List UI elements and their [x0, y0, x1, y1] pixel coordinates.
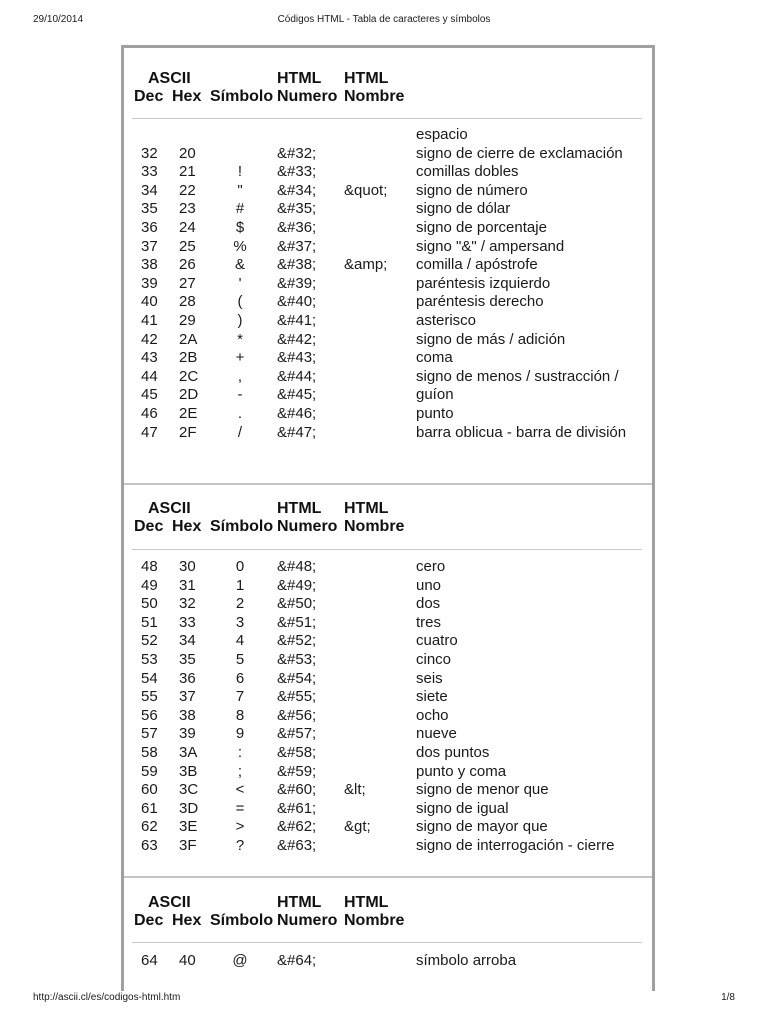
cell-desc: paréntesis izquierdo: [416, 274, 551, 292]
cell-desc: signo "&" / ampersand: [416, 237, 565, 255]
header-numero: Numero: [277, 518, 338, 535]
cell-html-number: &#41;: [277, 311, 317, 329]
cell-html-number: &#37;: [277, 237, 317, 255]
header-ascii: ASCII: [148, 500, 191, 517]
cell-dec: 48: [141, 558, 158, 575]
cell-desc: asterisco: [416, 311, 477, 329]
cell-symbol: ?: [235, 836, 245, 854]
cell-desc: coma: [416, 349, 453, 367]
cell-symbol: :: [237, 743, 243, 761]
cell-desc: cinco: [416, 650, 452, 668]
cell-desc: signo de dólar: [416, 200, 511, 218]
cell-desc: cero: [416, 558, 446, 575]
cell-desc: paréntesis derecho: [416, 293, 544, 311]
table-rows-1: [124, 126, 652, 461]
cell-dec: 45: [141, 386, 158, 404]
cell-html-number: &#35;: [277, 200, 317, 218]
cell-dec: 62: [141, 818, 158, 836]
header-dec: Dec: [134, 88, 164, 105]
table-row: [124, 256, 652, 275]
cell-dec: 59: [141, 762, 158, 780]
header-simbolo: Símbolo: [210, 912, 274, 929]
cell-html-number: &#55;: [277, 688, 317, 706]
header-dec: Dec: [134, 518, 164, 535]
cell-html-number: &#34;: [277, 181, 317, 199]
cell-dec: 40: [141, 293, 158, 311]
cell-dec: 50: [141, 595, 158, 613]
cell-html-number: &#38;: [277, 256, 317, 274]
header-hex: Hex: [172, 912, 202, 929]
table-row: [124, 424, 652, 461]
cell-html-number: &#52;: [277, 632, 317, 650]
cell-html-name: &lt;: [344, 781, 366, 799]
cell-symbol: %: [233, 237, 247, 255]
header-nombre: Nombre: [344, 88, 405, 105]
table-row: [124, 818, 652, 837]
cell-dec: 53: [141, 650, 158, 668]
cell-html-number: &#63;: [277, 836, 317, 854]
table-row: [124, 219, 652, 238]
cell-dec: 32: [141, 144, 158, 162]
cell-hex: 26: [179, 256, 196, 274]
cell-hex: 34: [179, 632, 196, 650]
cell-dec: 36: [141, 218, 158, 236]
cell-html-number: &#59;: [277, 762, 317, 780]
cell-desc: siete: [416, 688, 448, 706]
cell-html-number: &#42;: [277, 330, 317, 348]
cell-html-number: &#64;: [277, 952, 317, 969]
cell-dec: 43: [141, 349, 158, 367]
table-row: [124, 349, 652, 368]
cell-hex: 3A: [179, 743, 198, 761]
cell-hex: 3E: [179, 818, 198, 836]
cell-desc: uno: [416, 576, 442, 594]
table-row: [124, 182, 652, 201]
cell-symbol: (: [237, 293, 243, 311]
table-row: [124, 577, 652, 596]
cell-html-number: &#39;: [277, 274, 317, 292]
cell-html-number: &#60;: [277, 781, 317, 799]
cell-desc: dos: [416, 595, 441, 613]
table-row: [124, 670, 652, 689]
table-row: [124, 707, 652, 726]
table-row: [124, 558, 652, 577]
table-row: [124, 763, 652, 782]
table-row: [124, 163, 652, 182]
table-row: [124, 744, 652, 763]
table-row: [124, 725, 652, 744]
cell-dec: 56: [141, 706, 158, 724]
cell-html-name: &amp;: [344, 256, 388, 274]
cell-hex: 39: [179, 725, 196, 743]
cell-hex: 30: [179, 558, 196, 575]
section-divider-2: [124, 876, 652, 878]
cell-symbol: 3: [235, 613, 245, 631]
cell-dec: 41: [141, 311, 158, 329]
header-numero: Numero: [277, 88, 338, 105]
cell-desc: signo de menor que: [416, 781, 549, 799]
cell-hex: 36: [179, 669, 196, 687]
cell-desc: seis: [416, 669, 443, 687]
cell-desc: nueve: [416, 725, 457, 743]
cell-desc: comilla / apóstrofe: [416, 256, 538, 274]
cell-hex: 35: [179, 650, 196, 668]
cell-hex: 32: [179, 595, 196, 613]
table-row: [124, 781, 652, 800]
cell-desc: símbolo arroba: [416, 952, 517, 969]
cell-desc: signo de mayor que: [416, 818, 548, 836]
header-html-2: HTML: [344, 894, 389, 911]
cell-symbol: ': [238, 274, 242, 292]
cell-html-number: &#56;: [277, 706, 317, 724]
cell-dec: 34: [141, 181, 158, 199]
cell-desc: signo de número: [416, 181, 528, 199]
table-rows-3: [124, 952, 652, 971]
cell-html-name: &gt;: [344, 818, 371, 836]
table-row: [124, 331, 652, 350]
cell-hex: 3C: [179, 781, 199, 799]
cell-hex: 21: [179, 163, 196, 181]
content-frame: [121, 45, 655, 991]
cell-symbol: 6: [235, 669, 245, 687]
cell-dec: 38: [141, 256, 158, 274]
cell-hex: 2B: [179, 349, 198, 367]
cell-hex: 3B: [179, 762, 198, 780]
cell-html-number: &#50;: [277, 595, 317, 613]
header-numero: Numero: [277, 912, 338, 929]
cell-symbol: ;: [237, 762, 243, 780]
table-row: [124, 800, 652, 819]
cell-html-number: &#40;: [277, 293, 317, 311]
cell-hex: 33: [179, 613, 196, 631]
cell-desc: dos puntos: [416, 743, 490, 761]
cell-symbol: ": [237, 181, 243, 199]
table-row: [124, 688, 652, 707]
cell-symbol: !: [237, 163, 243, 181]
cell-symbol: 7: [235, 688, 245, 706]
cell-desc: guíon: [416, 386, 454, 404]
print-footer: [0, 992, 768, 1012]
table-row: [124, 238, 652, 257]
header-dec: Dec: [134, 912, 164, 929]
table-row: [124, 293, 652, 312]
table-row: [124, 595, 652, 614]
table-row: [124, 368, 652, 387]
header-nombre: Nombre: [344, 518, 405, 535]
cell-symbol: =: [235, 799, 245, 817]
cell-symbol: &: [234, 256, 245, 274]
cell-html-number: &#32;: [277, 144, 317, 162]
print-url: http://ascii.cl/es/codigos-html.htm: [33, 992, 181, 1003]
cell-html-number: &#43;: [277, 349, 317, 367]
cell-symbol: 9: [235, 725, 245, 743]
cell-hex: 24: [179, 218, 196, 236]
cell-symbol: 0: [235, 558, 245, 575]
cell-html-number: &#49;: [277, 576, 317, 594]
cell-dec: 37: [141, 237, 158, 255]
cell-html-name: &quot;: [344, 181, 388, 199]
cell-html-number: &#54;: [277, 669, 317, 687]
cell-hex: 3F: [179, 836, 197, 854]
cell-dec: 33: [141, 163, 158, 181]
cell-symbol: >: [235, 818, 245, 836]
cell-html-number: &#36;: [277, 218, 317, 236]
cell-hex: 25: [179, 237, 196, 255]
header-html-1: HTML: [277, 500, 322, 517]
cell-symbol: 2: [235, 595, 245, 613]
cell-symbol: ,: [237, 367, 243, 385]
header-hex: Hex: [172, 518, 202, 535]
table-row-intro: [124, 126, 652, 145]
cell-desc: tres: [416, 613, 442, 631]
section-divider-1: [124, 483, 652, 485]
table-row: [124, 275, 652, 294]
cell-desc: cuatro: [416, 632, 458, 650]
cell-html-number: &#58;: [277, 743, 317, 761]
cell-dec: 54: [141, 669, 158, 687]
cell-dec: 49: [141, 576, 158, 594]
cell-dec: 57: [141, 725, 158, 743]
table-row: [124, 312, 652, 331]
cell-symbol: 4: [235, 632, 245, 650]
cell-hex: 37: [179, 688, 196, 706]
cell-symbol: <: [235, 781, 245, 799]
cell-symbol: .: [237, 404, 243, 422]
table-row: [124, 632, 652, 651]
cell-dec: 47: [141, 423, 158, 441]
header-hex: Hex: [172, 88, 202, 105]
cell-desc: espacio: [416, 126, 468, 143]
cell-symbol: -: [237, 386, 243, 404]
cell-desc: signo de más / adición: [416, 330, 566, 348]
table-row: [124, 386, 652, 405]
cell-dec: 60: [141, 781, 158, 799]
cell-desc: punto y coma: [416, 762, 507, 780]
header-simbolo: Símbolo: [210, 88, 274, 105]
header-simbolo: Símbolo: [210, 518, 274, 535]
cell-html-number: &#57;: [277, 725, 317, 743]
cell-dec: 55: [141, 688, 158, 706]
print-header: [0, 0, 768, 40]
cell-html-number: &#53;: [277, 650, 317, 668]
cell-symbol: *: [237, 330, 243, 348]
cell-hex: 23: [179, 200, 196, 218]
cell-html-number: &#46;: [277, 404, 317, 422]
cell-dec: 58: [141, 743, 158, 761]
cell-hex: 20: [179, 144, 196, 162]
header-html-1: HTML: [277, 894, 322, 911]
cell-dec: 42: [141, 330, 158, 348]
cell-html-number: &#33;: [277, 163, 317, 181]
cell-hex: 28: [179, 293, 196, 311]
cell-hex: 3D: [179, 799, 199, 817]
cell-desc: punto: [416, 404, 454, 422]
cell-symbol: $: [235, 218, 245, 236]
cell-hex: 2A: [179, 330, 198, 348]
cell-desc: signo de cierre de exclamación: [416, 144, 623, 162]
cell-dec: 51: [141, 613, 158, 631]
header-html-2: HTML: [344, 500, 389, 517]
table-row: [124, 837, 652, 856]
cell-symbol: ): [237, 311, 243, 329]
cell-desc: barra oblicua - barra de división: [416, 423, 627, 441]
cell-html-number: &#45;: [277, 386, 317, 404]
header-ascii: ASCII: [148, 894, 191, 911]
table-row: [124, 145, 652, 164]
cell-hex: 27: [179, 274, 196, 292]
cell-dec: 35: [141, 200, 158, 218]
cell-symbol: 1: [235, 576, 245, 594]
table-rows-2: [124, 558, 652, 856]
cell-symbol: 5: [235, 650, 245, 668]
cell-html-number: &#47;: [277, 423, 317, 441]
cell-desc: signo de porcentaje: [416, 218, 547, 236]
cell-desc: signo de menos / sustracción /: [416, 367, 619, 385]
header-ascii: ASCII: [148, 70, 191, 87]
cell-dec: 44: [141, 367, 158, 385]
cell-html-number: &#62;: [277, 818, 317, 836]
cell-dec: 63: [141, 836, 158, 854]
table-row: [124, 405, 652, 424]
cell-dec: 46: [141, 404, 158, 422]
cell-symbol: #: [235, 200, 245, 218]
cell-html-number: &#51;: [277, 613, 317, 631]
cell-desc: ocho: [416, 706, 449, 724]
cell-hex: 2C: [179, 367, 199, 385]
cell-html-number: &#61;: [277, 799, 317, 817]
cell-symbol: /: [237, 423, 243, 441]
cell-dec: 39: [141, 274, 158, 292]
header-rule-1: [132, 118, 642, 119]
cell-hex: 2F: [179, 423, 197, 441]
header-rule-3: [132, 942, 642, 943]
cell-hex: 40: [179, 952, 196, 969]
header-nombre: Nombre: [344, 912, 405, 929]
cell-hex: 2D: [179, 386, 199, 404]
table-row: [124, 200, 652, 219]
cell-symbol: @: [232, 952, 248, 969]
table-row: [124, 614, 652, 633]
cell-hex: 22: [179, 181, 196, 199]
print-page-number: 1/8: [721, 992, 735, 1003]
cell-hex: 31: [179, 576, 196, 594]
cell-dec: 61: [141, 799, 158, 817]
cell-desc: signo de igual: [416, 799, 509, 817]
cell-dec: 52: [141, 632, 158, 650]
cell-html-number: &#48;: [277, 558, 317, 575]
cell-symbol: 8: [235, 706, 245, 724]
cell-html-number: &#44;: [277, 367, 317, 385]
cell-hex: 2E: [179, 404, 198, 422]
print-title: Códigos HTML - Tabla de caracteres y símbolos: [277, 14, 491, 25]
header-html-2: HTML: [344, 70, 389, 87]
header-rule-2: [132, 549, 642, 550]
cell-symbol: +: [235, 349, 245, 367]
table-row: [124, 952, 652, 971]
cell-desc: signo de interrogación - cierre: [416, 836, 615, 854]
header-html-1: HTML: [277, 70, 322, 87]
cell-desc: comillas dobles: [416, 163, 519, 181]
table-row: [124, 651, 652, 670]
cell-hex: 29: [179, 311, 196, 329]
cell-hex: 38: [179, 706, 196, 724]
print-date: 29/10/2014: [33, 14, 84, 25]
cell-dec: 64: [141, 952, 158, 969]
